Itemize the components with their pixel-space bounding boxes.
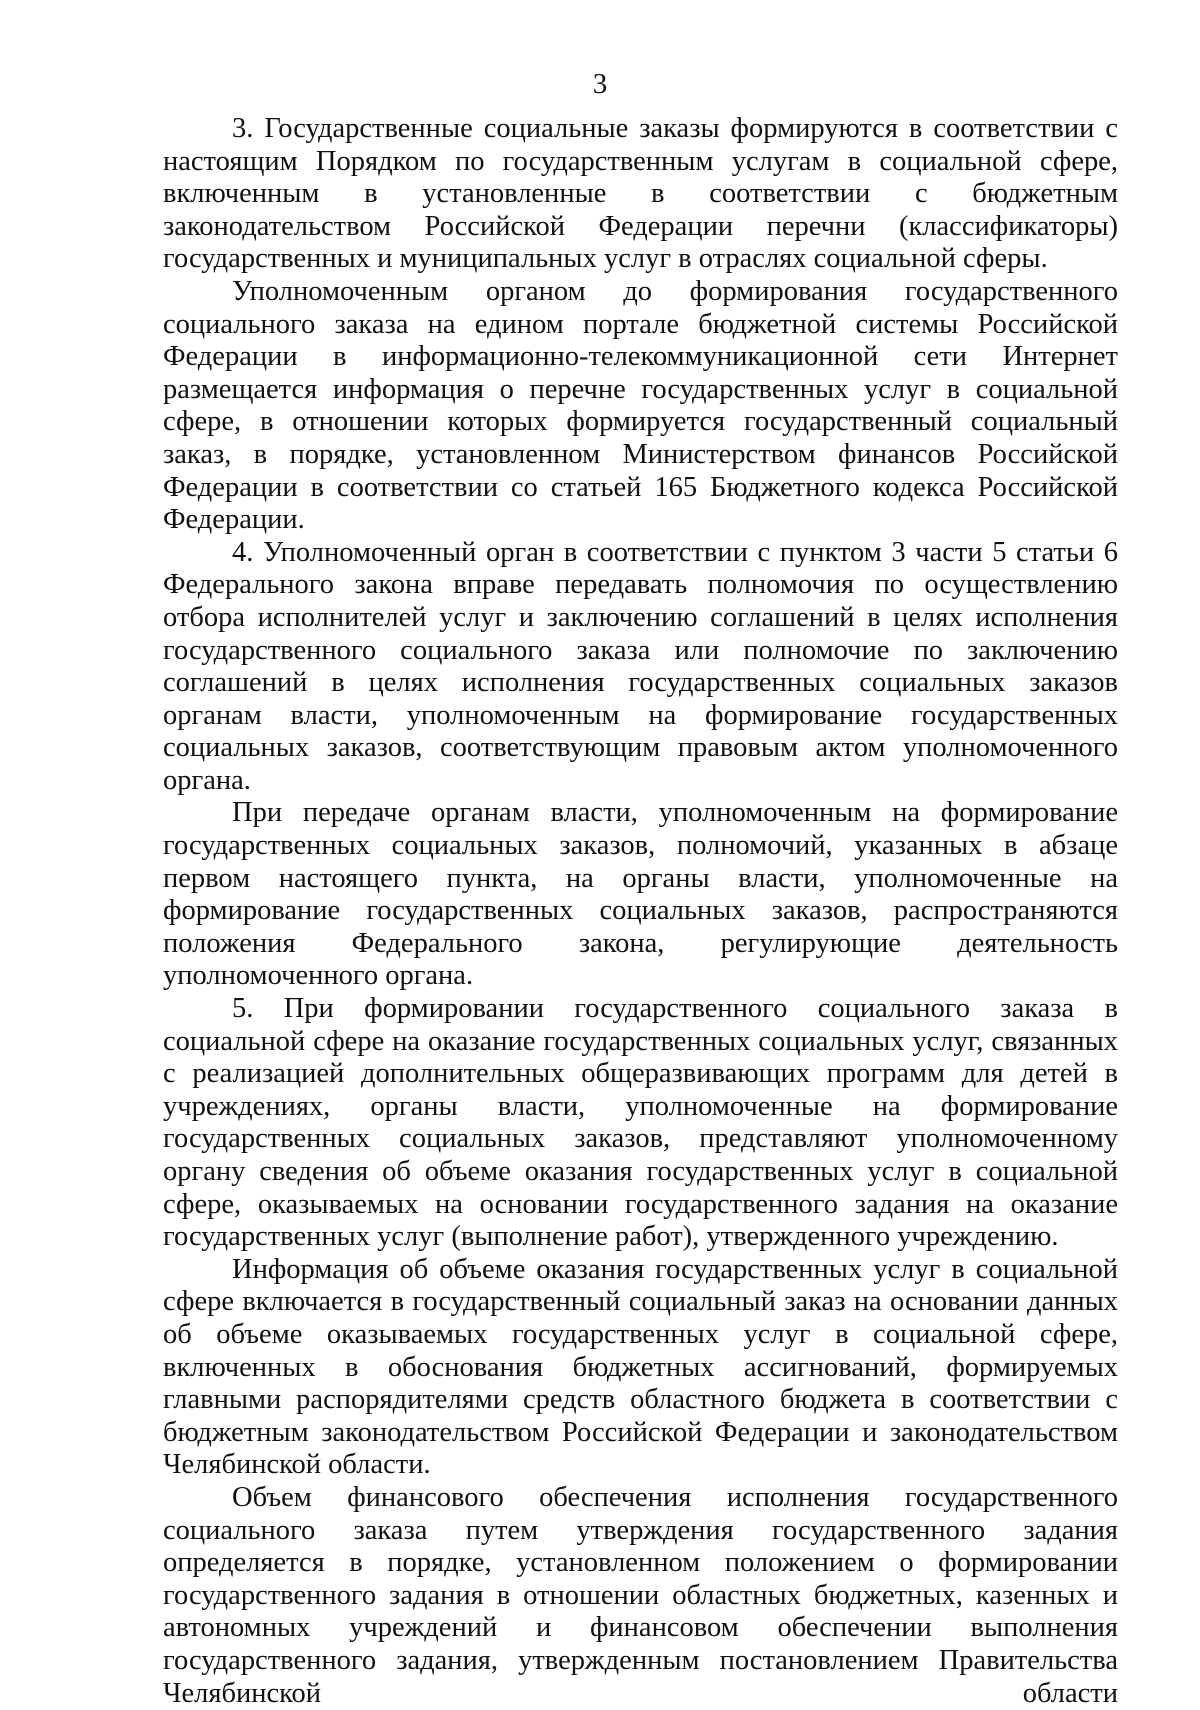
paragraph-volume-information: Информация об объеме оказания государственных услуг в социальной сфере включается в государственный социальный заказ на основании данных об объеме оказываемых государственных услуг в социальной сфере, включенных в обоснования бюджетных ассигнований, формируемых главными распорядителями средств областного бюджета в соответствии с бюджетным законодательством Российской Федерации и законодательством Челябинской области. [163,1253,1118,1481]
paragraph-item-5: 5. При формировании государственного социального заказа в социальной сфере на оказание государственных социальных услуг, связанных с реализацией дополнительных общеразвивающих программ для детей в учреждениях, органы власти, уполномоченные на формирование государственных социальных заказов, представляют уполномоченному органу сведения об объеме оказания государственных услуг в социальной сфере, оказываемых на основании государственного задания на оказание государственных услуг (выполнение работ), утвержденного учреждению. [163,993,1118,1253]
paragraph-delegation-of-powers: При передаче органам власти, уполномоченным на формирование государственных социальных заказов, полномочий, указанных в абзаце первом настоящего пункта, на органы власти, уполномоченные на формирование государственных социальных заказов, распространяются положения Федерального закона, регулирующие деятельность уполномоченного органа. [163,797,1118,992]
document-body [163,113,1118,1710]
page-number: 3 [592,68,608,100]
paragraph-item-4: 4. Уполномоченный орган в соответствии с пунктом 3 части 5 статьи 6 Федерального закона вправе передавать полномочия по осуществлению отбора исполнителей услуг и заключению соглашений в целях исполнения государственного социального заказа или полномочие по заключению соглашений в целях исполнения государственных социальных заказов органам власти, уполномоченным на формирование государственных социальных заказов, соответствующим правовым актом уполномоченного органа. [163,536,1118,796]
paragraph-financial-support: Объем финансового обеспечения исполнения государственного социального заказа путем утверждения государственного задания определяется в порядке, установленном положением о формировании государственного задания в отношении областных бюджетных, казенных и автономных учреждений и финансовом обеспечении выполнения государственного задания, утвержденным постановлением Правительства Челябинской области [163,1481,1118,1709]
paragraph-authorized-body-info: Уполномоченным органом до формирования государственного социального заказа на едином портале бюджетной системы Российской Федерации в информационно-телекоммуникационной сети Интернет размещается информация о перечне государственных услуг в социальной сфере, в отношении которых формируется государственный социальный заказ, в порядке, установленном Министерством финансов Российской Федерации в соответствии со статьей 165 Бюджетного кодекса Российской Федерации. [163,275,1118,536]
paragraph-item-3: 3. Государственные социальные заказы формируются в соответствии с настоящим Порядком по государственным услугам в социальной сфере, включенным в установленные в соответствии с бюджетным законодательством Российской Федерации перечни (классификаторы) государственных и муниципальных услуг в отраслях социальной сферы. [163,113,1118,275]
